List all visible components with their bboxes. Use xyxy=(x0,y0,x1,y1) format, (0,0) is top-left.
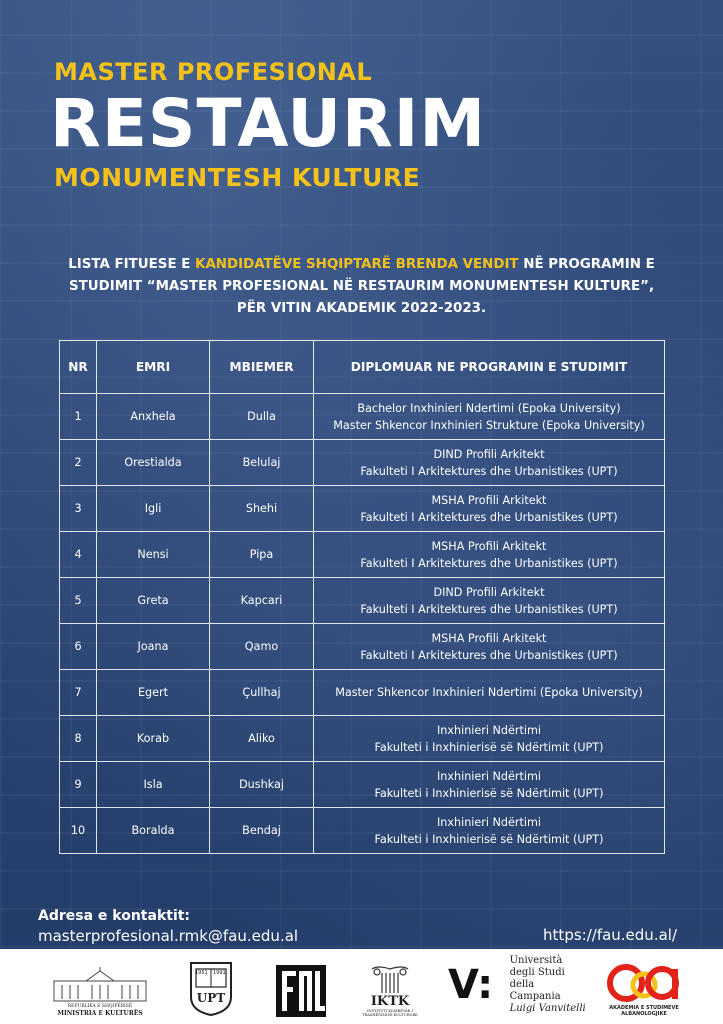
logo-bar xyxy=(0,949,723,1024)
diploma-line-2: Fakulteti I Arkitektures dhe Urbanistikes (UPT) xyxy=(360,648,618,662)
fau-logo xyxy=(274,957,328,1017)
row-emri: Korab xyxy=(97,716,210,762)
diploma-line-2: Fakulteti i Inxhinierisë së Ndërtimit (UPT) xyxy=(374,832,604,846)
iktk-column-icon xyxy=(368,965,412,995)
row-emri: Boralda xyxy=(97,808,210,854)
title-line-3: MONUMENTESH KULTURE xyxy=(54,163,421,192)
row-nr: 7 xyxy=(60,670,97,716)
iktk-caption: INSTITUTI KOMBËTAR I TRASHËGIMISË KULTURORE xyxy=(362,1009,418,1017)
row-diploma xyxy=(314,670,665,716)
diploma-line-1: MSHA Profili Arkitekt xyxy=(431,493,547,507)
row-diploma xyxy=(314,532,665,578)
diploma-line-1: MSHA Profili Arkitekt xyxy=(431,539,547,553)
table-header-row xyxy=(60,341,665,394)
asa-logo xyxy=(598,957,690,1017)
diploma-line-1: Inxhinieri Ndërtimi xyxy=(436,723,541,737)
winners-table xyxy=(59,340,665,854)
ministry-caption-2: MINISTRIA E KULTURËS xyxy=(57,1010,143,1017)
row-mbiemer: Dulla xyxy=(210,394,314,440)
vanvitelli-logo xyxy=(448,957,588,1013)
row-mbiemer: Aliko xyxy=(210,716,314,762)
row-diploma xyxy=(314,624,665,670)
intro-part-1: LISTA FITUESE E xyxy=(68,257,196,272)
row-emri: Igli xyxy=(97,486,210,532)
row-diploma xyxy=(314,486,665,532)
contact-label: Adresa e kontaktit: xyxy=(38,908,191,924)
diploma-line-2: Fakulteti I Arkitektures dhe Urbanistikes (UPT) xyxy=(360,556,618,570)
diploma-line-1: Bachelor Inxhinieri Ndertimi (Epoka University) xyxy=(357,401,621,415)
row-diploma xyxy=(314,716,665,762)
table-row xyxy=(60,440,665,486)
contact-email[interactable]: masterprofesional.rmk@fau.edu.al xyxy=(38,927,299,945)
diploma-line-1: DIND Profili Arkitekt xyxy=(433,447,545,461)
diploma-line-2: Fakulteti i Inxhinierisë së Ndërtimit (UPT) xyxy=(374,786,604,800)
header-mbiemer: MBIEMER xyxy=(210,341,314,394)
table-row xyxy=(60,762,665,808)
table-row xyxy=(60,532,665,578)
row-diploma xyxy=(314,578,665,624)
intro-part-2: NË PROGRAMIN E STUDIMIT “MASTER PROFESIONAL NË RESTAURIM MONUMENTESH KULTURE”, PËR VITIN AKADEMIK 2022-2023. xyxy=(68,257,655,316)
ministry-caption-1: REPUBLIKA E SHQIPËRISË xyxy=(67,1004,133,1009)
row-nr: 9 xyxy=(60,762,97,808)
upt-year-1: 1951 xyxy=(195,970,208,976)
intro-text xyxy=(60,254,663,320)
row-nr: 8 xyxy=(60,716,97,762)
row-nr: 3 xyxy=(60,486,97,532)
row-mbiemer: Kapcari xyxy=(210,578,314,624)
asa-caption-1: AKADEMIA E STUDIMEVE xyxy=(609,1005,679,1011)
table-row xyxy=(60,578,665,624)
diploma-line-2: Fakulteti i Inxhinierisë së Ndërtimit (UPT) xyxy=(374,740,604,754)
header-diplomuar: DIPLOMUAR NE PROGRAMIN E STUDIMIT xyxy=(314,341,665,394)
asa-mark-icon xyxy=(606,961,682,1005)
row-mbiemer: Pipa xyxy=(210,532,314,578)
row-diploma xyxy=(314,762,665,808)
row-mbiemer: Shehi xyxy=(210,486,314,532)
title-line-1: MASTER PROFESIONAL xyxy=(54,58,373,86)
diploma-line-2: Fakulteti I Arkitektures dhe Urbanistikes (UPT) xyxy=(360,464,618,478)
iktk-text: IKTK xyxy=(370,994,410,1009)
header-nr: NR xyxy=(60,341,97,394)
upt-year-2: 1991 xyxy=(213,970,226,976)
row-emri: Egert xyxy=(97,670,210,716)
diploma-line-1: MSHA Profili Arkitekt xyxy=(431,631,547,645)
row-mbiemer: Qamo xyxy=(210,624,314,670)
upt-logo xyxy=(186,957,236,1017)
table-row xyxy=(60,394,665,440)
contact-block xyxy=(38,906,298,946)
vanvitelli-line-4: Luigi Vanvitelli xyxy=(509,1003,586,1014)
table-row xyxy=(60,670,665,716)
row-nr: 10 xyxy=(60,808,97,854)
row-diploma xyxy=(314,808,665,854)
row-emri: Joana xyxy=(97,624,210,670)
vanvitelli-line-2: degli Studi xyxy=(509,967,565,978)
row-emri: Greta xyxy=(97,578,210,624)
row-nr: 6 xyxy=(60,624,97,670)
diploma-line-1: DIND Profili Arkitekt xyxy=(433,585,545,599)
diploma-line-2: Fakulteti I Arkitektures dhe Urbanistikes (UPT) xyxy=(360,510,618,524)
asa-caption-2: ALBANOLOGJIKE xyxy=(621,1011,667,1017)
row-mbiemer: Dushkaj xyxy=(210,762,314,808)
table-row xyxy=(60,808,665,854)
diploma-line-2: Master Shkencor Inxhinieri Strukture (Epoka University) xyxy=(333,418,645,432)
iktk-logo xyxy=(360,957,420,1017)
fau-mark-icon xyxy=(276,965,326,1017)
table-row xyxy=(60,624,665,670)
ministry-logo xyxy=(44,957,156,1017)
diploma-line-2: Fakulteti I Arkitektures dhe Urbanistikes (UPT) xyxy=(360,602,618,616)
row-mbiemer: Bendaj xyxy=(210,808,314,854)
row-diploma xyxy=(314,440,665,486)
ministry-building-icon xyxy=(48,965,152,1003)
row-nr: 1 xyxy=(60,394,97,440)
vanvitelli-mark: V: xyxy=(448,962,494,1008)
row-nr: 4 xyxy=(60,532,97,578)
title-main: RESTAURIM xyxy=(50,85,487,162)
diploma-line-1: Inxhinieri Ndërtimi xyxy=(436,815,541,829)
row-diploma xyxy=(314,394,665,440)
diploma-line-1: Master Shkencor Inxhinieri Ndertimi (Epoka University) xyxy=(335,686,643,699)
row-emri: Isla xyxy=(97,762,210,808)
row-mbiemer: Çullhaj xyxy=(210,670,314,716)
row-emri: Nensi xyxy=(97,532,210,578)
diploma-line-1: Inxhinieri Ndërtimi xyxy=(436,769,541,783)
row-nr: 5 xyxy=(60,578,97,624)
table-row xyxy=(60,716,665,762)
website-link[interactable]: https://fau.edu.al/ xyxy=(543,926,677,944)
vanvitelli-line-3: della Campania xyxy=(509,979,561,1002)
row-mbiemer: Belulaj xyxy=(210,440,314,486)
row-emri: Orestialda xyxy=(97,440,210,486)
table-row xyxy=(60,486,665,532)
header-emri: EMRI xyxy=(97,341,210,394)
row-nr: 2 xyxy=(60,440,97,486)
row-emri: Anxhela xyxy=(97,394,210,440)
upt-text: UPT xyxy=(196,991,226,1005)
intro-highlight: KANDIDATËVE SHQIPTARË BRENDA VENDIT xyxy=(195,257,519,272)
vanvitelli-line-1: Università xyxy=(509,955,563,966)
